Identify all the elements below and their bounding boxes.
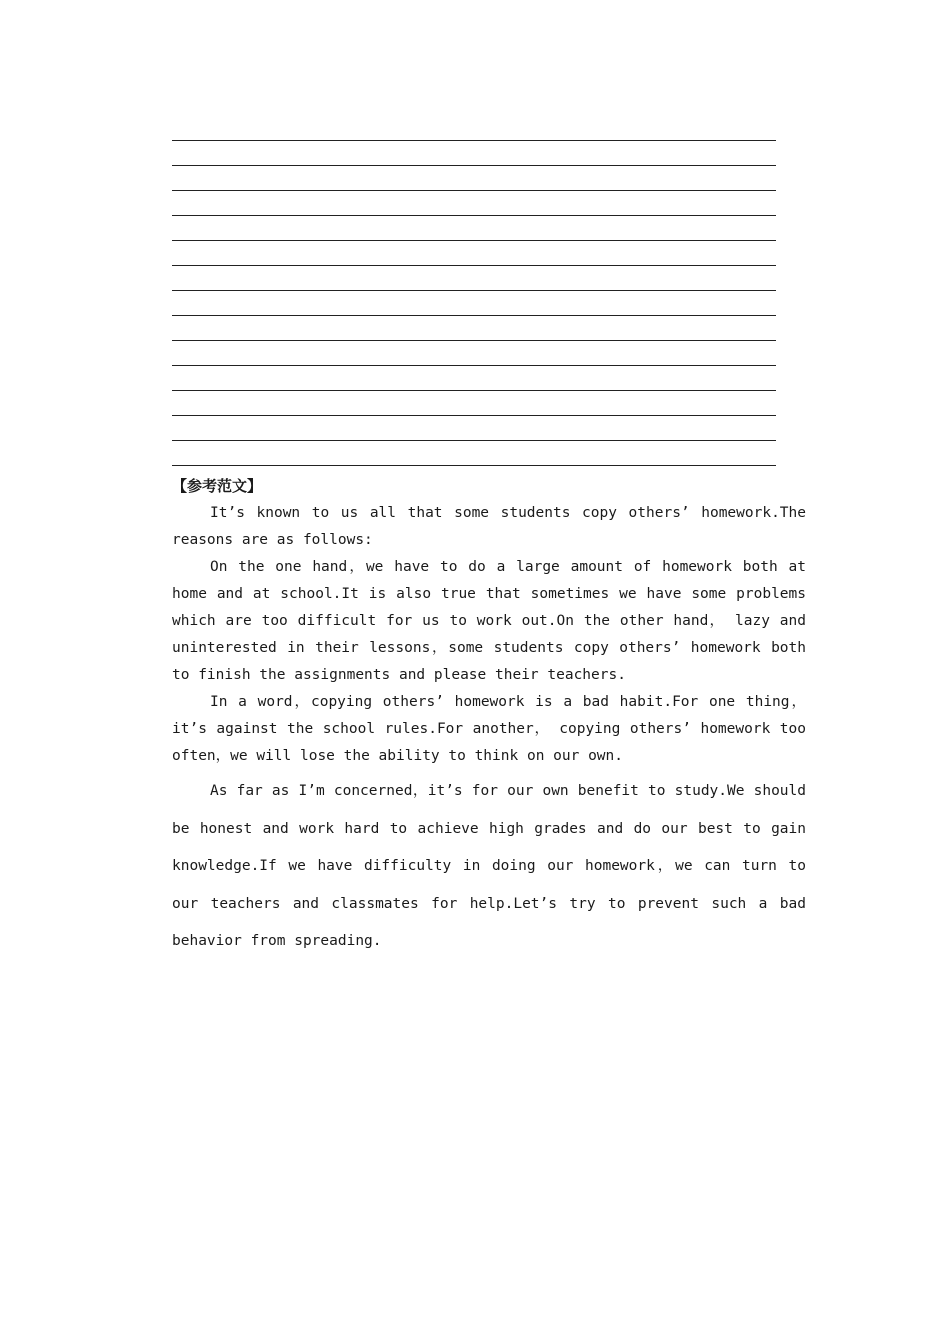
writing-line [172,190,776,191]
sample-essay [172,474,806,961]
section-heading: 【参考范文】 [172,477,263,495]
writing-line [172,165,776,166]
writing-line [172,390,776,391]
writing-line [172,440,776,441]
writing-line [172,365,776,366]
writing-line [172,415,776,416]
writing-line [172,265,776,266]
essay-paragraph-conclusion: As far as I’m concerned，it’s for our own benefit to study.We should be honest and work hard to achieve high grades and do our best to gain knowledge.If we have difficulty in doing our homework，we can turn to our teachers and classmates for help.Let’s try to prevent such a bad behavior from spreading. [172,783,806,949]
writing-line [172,340,776,341]
writing-line [172,240,776,241]
writing-line [172,465,776,466]
writing-line [172,315,776,316]
writing-line [172,215,776,216]
answer-writing-lines [172,140,776,490]
essay-paragraph-intro: It’s known to us all that some students copy others’ homework.The reasons are as follows: [172,505,806,548]
essay-paragraph-reasons: On the one hand，we have to do a large amount of homework both at home and at school.It is also true that sometimes we have some problems which are too difficult for us to work out.On the other hand， lazy and uninterested in their lessons，some students copy others’ homework both to finish the assignments and please their teachers. [172,559,806,683]
essay-paragraph-effects: In a word，copying others’ homework is a bad habit.For one thing，it’s against the school rules.For another， copying others’ homework too often，we will lose the ability to think on our own. [172,694,806,764]
writing-line [172,140,776,141]
writing-line [172,290,776,291]
